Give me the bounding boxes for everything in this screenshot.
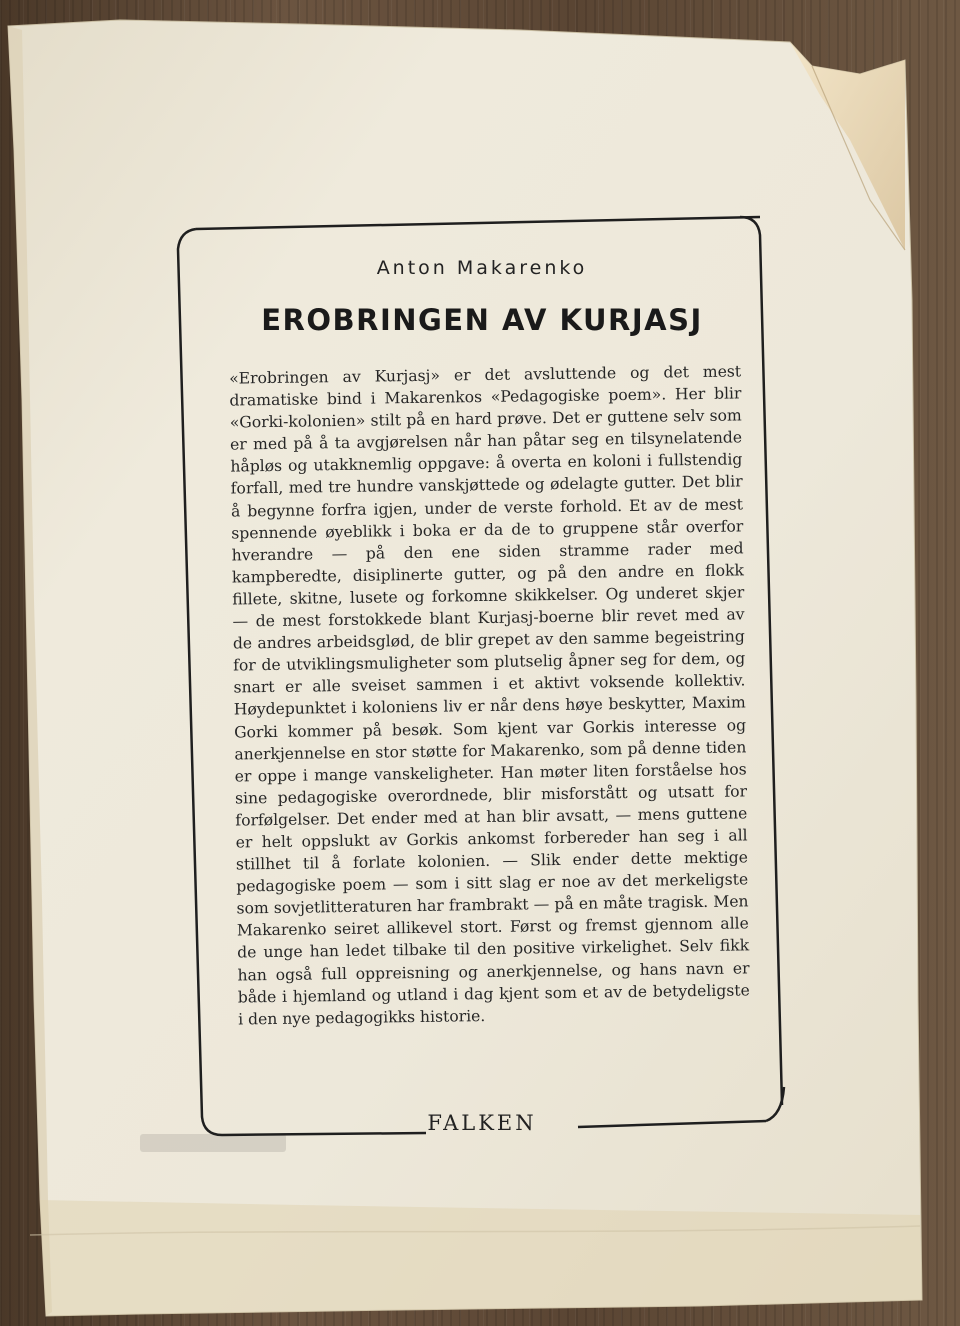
text-frame: [176, 215, 788, 1145]
author-name: Anton Makarenko: [376, 257, 588, 279]
publisher-name: FALKEN: [427, 1111, 537, 1135]
blurb-text: «Erobringen av Kurjasj» er det avsluttende og det mest dramatiske bind i Makarenkos «Pedagogiske poem». Her blir «Gorki-kolonien» stilt på en hard prøve. Det er guttene selv som er med på å ta avgjørelsen når han påtar seg en tilsynelatende håpløs og utakknemlig oppgave: å overta en koloni i fullstendig forfall, med tre hundre vanskjøttede og ødelagte gutter. Det blir å begynne forfra igjen, under de verste forhold. Et av de mest spennende øyeblikk i boka er da de to gruppene står overfor hverandre — på den ene siden stramme rader med kampberedte, disiplinerte gutter, og på den andre en flokk fillete, skitne, lusete og forkomne skikkelser. Og underet skjer — de mest forstokkede blant Kurjasj-boerne blir revet med av de andres arbeidsglød, de blir grepet av den samme begeistring for de utviklingsmuligheter som plutselig åpner seg for dem, og snart er alle sveiset sammen i et aktivt voksende kollektiv. Høydepunktet i koloniens liv er når dens høye beskytter, Maxim Gorki kommer på besøk. Som kjent var Gorkis interesse og anerkjennelse en stor støtte for Makarenko, som på denne tiden er oppe i mange vanskeligheter. Han møter liten forståelse hos sine pedagogiske overordnede, blir misforstått og utsatt for forfølgelser. Det ender med at han blir avsatt, — mens guttene er helt oppslukt av Gorkis ankomst forbereder han seg i all stillhet til å forlate kolonien. — Slik ender dette mektige pedagogiske poem — som i sitt slag er noe av det merkeligste som sovjetlitteraturen har frambrakt — på en måte tragisk. Men Makarenko seiret allikevel stort. Først og fremst gjennom alle de unge han ledet tilbake til den positive virkelighet. Selv fikk han også full oppreisning og anerkjennelse, og hans navn er både i hjemland og utland i dag kjent som et av de betydeligste i den nye pedagogikks historie.: [229, 362, 750, 1029]
book-title: EROBRINGEN AV KURJASJ: [261, 303, 703, 337]
